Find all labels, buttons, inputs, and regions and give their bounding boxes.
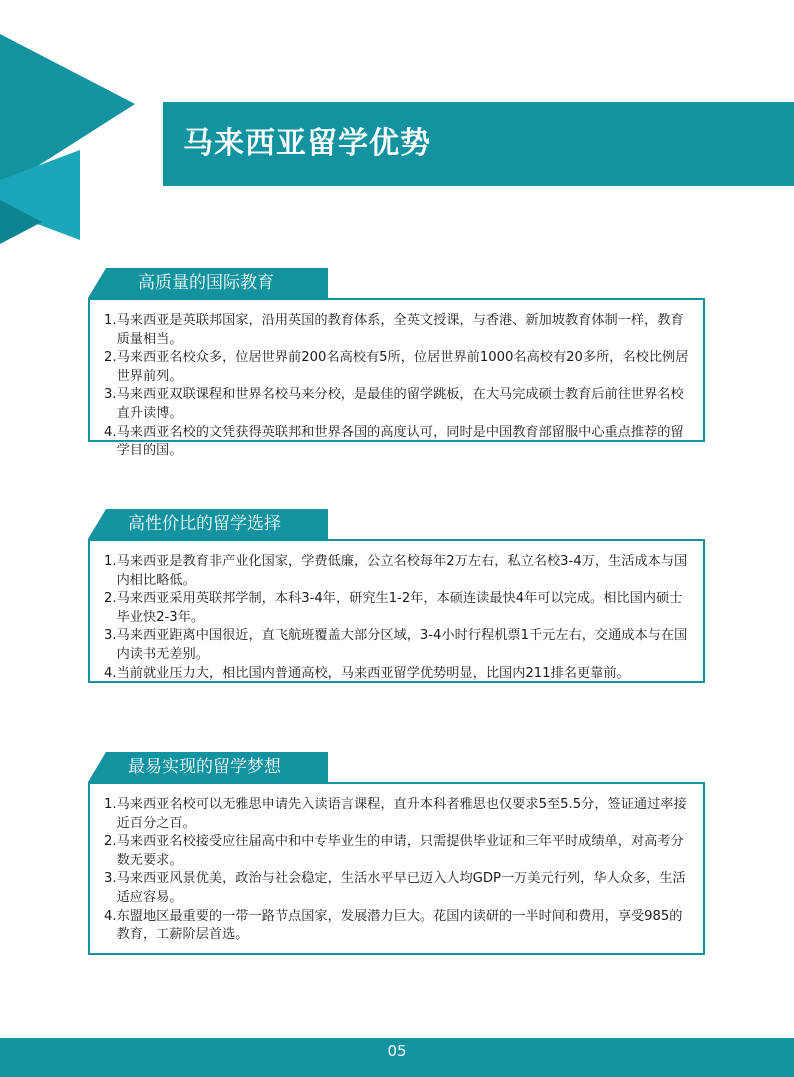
list-item <box>104 833 693 870</box>
list-item <box>104 627 693 664</box>
page-number: 05 <box>387 1042 407 1060</box>
list-item <box>104 870 693 907</box>
item-text: 马来西亚名校的文凭获得英联邦和世界各国的高度认可，同时是中国教育部留服中心重点推荐的留学目的国。 <box>116 424 684 459</box>
section-content-box <box>88 539 705 683</box>
section-tab <box>88 752 328 782</box>
section-quality-education <box>88 268 705 473</box>
title-banner <box>163 102 794 186</box>
item-number: 1. <box>104 797 117 812</box>
item-text: 马来西亚距离中国很近，直飞航班覆盖大部分区域，3-4小时行程机票1千元左右，交通成本与在国内读书无差别。 <box>116 628 688 662</box>
section-heading: 高性价比的留学选择 <box>128 514 281 534</box>
section-cost-effective <box>88 509 705 714</box>
item-text: 马来西亚名校接受应往届高中和中专毕业生的申请，只需提供毕业证和三年平时成绩单，对高考分数无要求。 <box>116 834 684 868</box>
list-item <box>104 908 693 945</box>
item-number: 3. <box>104 628 117 644</box>
section-content-box <box>88 298 705 459</box>
item-text: 东盟地区最重要的一带一路节点国家，发展潜力巨大。花国内读研的一半时间和费用，享受985的教育，工薪阶层首选。 <box>116 908 683 943</box>
item-text: 马来西亚是教育非产业化国家，学费低廉，公立名校每年2万左右，私立名校3-4万，生活成本与国内相比略低。 <box>116 554 688 588</box>
item-number: 4. <box>104 665 117 681</box>
list-item <box>104 553 693 590</box>
item-text: 马来西亚采用英联邦学制，本科3-4年，研究生1-2年，本硕连读最快4年可以完成。相比国内硕士毕业快2-3年。 <box>116 591 683 625</box>
page-title: 马来西亚留学优势 <box>183 126 431 161</box>
list-item <box>104 349 693 386</box>
section-tab <box>88 268 328 298</box>
item-number: 2. <box>104 591 117 607</box>
list-item <box>104 386 693 423</box>
item-number: 4. <box>104 908 117 924</box>
item-text: 马来西亚名校可以无雅思申请先入读语言课程，直升本科者雅思也仅要求5至5.5分，签证通过率接近百分之百。 <box>116 797 687 831</box>
item-number: 3. <box>104 387 117 403</box>
item-text: 马来西亚名校众多，位居世界前200名高校有5所，位居世界前1000名高校有20多所，名校比例居世界前列。 <box>116 350 689 384</box>
item-number: 1. <box>104 313 117 328</box>
section-heading: 高质量的国际教育 <box>138 273 274 293</box>
list-item <box>104 665 693 684</box>
item-text: 马来西亚风景优美，政治与社会稳定，生活水平早已迈入人均GDP一万美元行列，华人众多，生活适应容易。 <box>116 871 686 905</box>
list-item <box>104 424 693 461</box>
footer-bar <box>0 1038 794 1077</box>
section-content-box <box>88 782 705 955</box>
section-easy-dream <box>88 752 705 957</box>
list-item <box>104 796 693 833</box>
item-number: 4. <box>104 424 117 440</box>
corner-triangle-decoration <box>0 0 140 250</box>
list-item <box>104 312 693 349</box>
item-number: 3. <box>104 871 117 887</box>
item-text: 当前就业压力大，相比国内普通高校，马来西亚留学优势明显，比国内211排名更靠前。 <box>116 665 630 681</box>
section-heading: 最易实现的留学梦想 <box>128 757 281 777</box>
item-text: 马来西亚双联课程和世界名校马来分校，是最佳的留学跳板，在大马完成硕士教育后前往世界名校直升读博。 <box>116 387 684 421</box>
list-item <box>104 590 693 627</box>
item-number: 1. <box>104 554 117 569</box>
item-number: 2. <box>104 834 117 850</box>
item-text: 马来西亚是英联邦国家，沿用英国的教育体系，全英文授课，与香港、新加坡教育体制一样，教育质量相当。 <box>116 313 684 347</box>
section-tab <box>88 509 328 539</box>
item-number: 2. <box>104 350 117 366</box>
